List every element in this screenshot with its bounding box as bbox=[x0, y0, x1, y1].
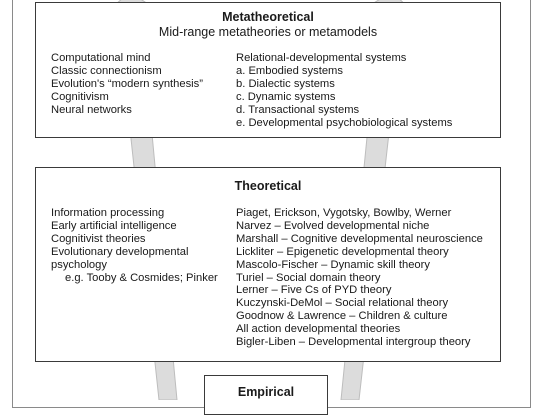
list-item: All action developmental theories bbox=[236, 323, 401, 336]
list-item: Narvez – Evolved developmental niche bbox=[236, 219, 430, 232]
list-item: Cognitivist theories bbox=[51, 232, 146, 245]
list-item: Piaget, Erickson, Vygotsky, Bowlby, Werner bbox=[236, 207, 452, 219]
list-item: Evolution's “modern synthesis” bbox=[51, 77, 203, 90]
list-item: d. Transactional systems bbox=[236, 103, 360, 116]
theoretical-title: Theoretical bbox=[234, 179, 302, 193]
metatheoretical-box bbox=[35, 2, 501, 138]
list-item: Lickliter – Epigenetic developmental theory bbox=[236, 245, 449, 258]
list-item: psychology bbox=[51, 258, 107, 271]
list-item: Cognitivism bbox=[51, 90, 109, 103]
list-item: Kuczynski-DeMol – Social relational theory bbox=[236, 297, 449, 310]
list-item: Relational-developmental systems bbox=[236, 52, 407, 64]
theoretical-left-list bbox=[51, 207, 218, 284]
list-item: Mascolo-Fischer – Dynamic skill theory bbox=[236, 258, 430, 271]
metatheoretical-subtitle: Mid-range metatheories or metamodels bbox=[158, 25, 378, 39]
theoretical-box bbox=[35, 167, 501, 362]
list-item: Early artificial intelligence bbox=[51, 219, 177, 232]
empirical-title: Empirical bbox=[237, 385, 295, 399]
list-item: Turiel – Social domain theory bbox=[236, 271, 381, 284]
metatheoretical-left-list bbox=[51, 52, 203, 117]
list-item: Information processing bbox=[51, 207, 165, 219]
metatheoretical-title: Metatheoretical bbox=[222, 10, 314, 24]
list-item: b. Dialectic systems bbox=[236, 77, 335, 90]
empirical-box bbox=[204, 375, 328, 415]
list-item: Neural networks bbox=[51, 103, 132, 116]
list-item: Bigler-Liben – Developmental intergroup theory bbox=[236, 336, 471, 349]
list-item-example: e.g. Tooby & Cosmides; Pinker bbox=[65, 271, 218, 284]
list-item: e. Developmental psychobiological systems bbox=[236, 116, 453, 129]
list-item: Evolutionary developmental bbox=[51, 245, 189, 258]
list-item: a. Embodied systems bbox=[236, 64, 343, 77]
list-item: Computational mind bbox=[51, 52, 151, 64]
metatheoretical-right-list bbox=[236, 52, 452, 129]
list-item: Goodnow & Lawrence – Children & culture bbox=[236, 310, 448, 323]
list-item: Classic connectionism bbox=[51, 64, 162, 77]
list-item: Marshall – Cognitive developmental neuroscience bbox=[236, 232, 483, 245]
list-item: Lerner – Five Cs of PYD theory bbox=[236, 284, 392, 297]
list-item: c. Dynamic systems bbox=[236, 90, 336, 103]
theoretical-right-list bbox=[236, 207, 483, 349]
